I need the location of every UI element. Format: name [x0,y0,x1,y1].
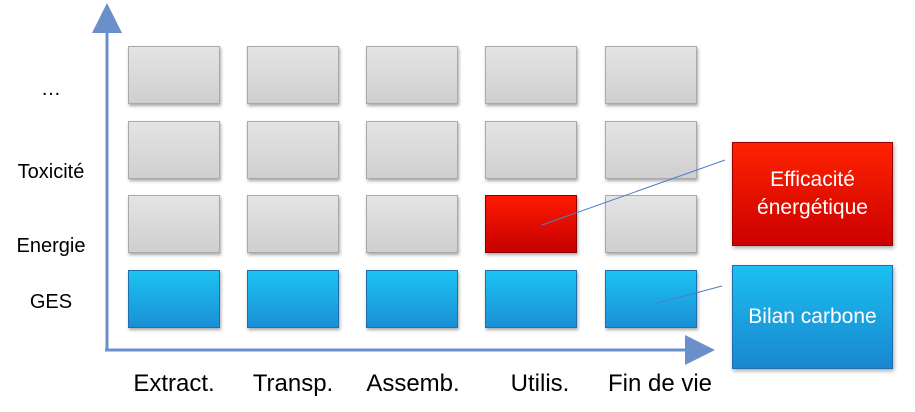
cell-r2-utilis-highlight [485,195,577,253]
callout-bilan-carbone: Bilan carbone [732,265,893,369]
cell-r3-extract [128,270,220,328]
cell-r0-extract [128,46,220,104]
y-label-etc: … [41,78,61,100]
cell-r3-transp [247,270,339,328]
x-label-extract: Extract. [133,370,215,397]
callout-efficacite-energetique: Efficacité énergétique [732,142,893,246]
x-label-transp: Transp. [252,370,334,397]
cell-r3-utilis [485,270,577,328]
cell-r0-findevie [605,46,697,104]
x-label-assemb: Assemb. [366,370,460,397]
cell-r2-transp [247,195,339,253]
cell-r1-transp [247,121,339,179]
cell-r2-assemb [366,195,458,253]
cell-r1-findevie [605,121,697,179]
cell-r2-extract [128,195,220,253]
cell-r0-assemb [366,46,458,104]
cell-r3-assemb [366,270,458,328]
x-label-fin-de-vie: Fin de vie [607,370,713,397]
cell-r3-findevie [605,270,697,328]
y-label-energie: Energie [16,235,86,257]
cell-r0-transp [247,46,339,104]
y-label-ges: GES [29,291,73,313]
cell-r2-findevie [605,195,697,253]
cell-r1-assemb [366,121,458,179]
x-label-utilis: Utilis. [510,370,570,397]
cell-r1-utilis [485,121,577,179]
cell-r0-utilis [485,46,577,104]
cell-r1-extract [128,121,220,179]
y-label-toxicite: Toxicité [17,161,85,183]
